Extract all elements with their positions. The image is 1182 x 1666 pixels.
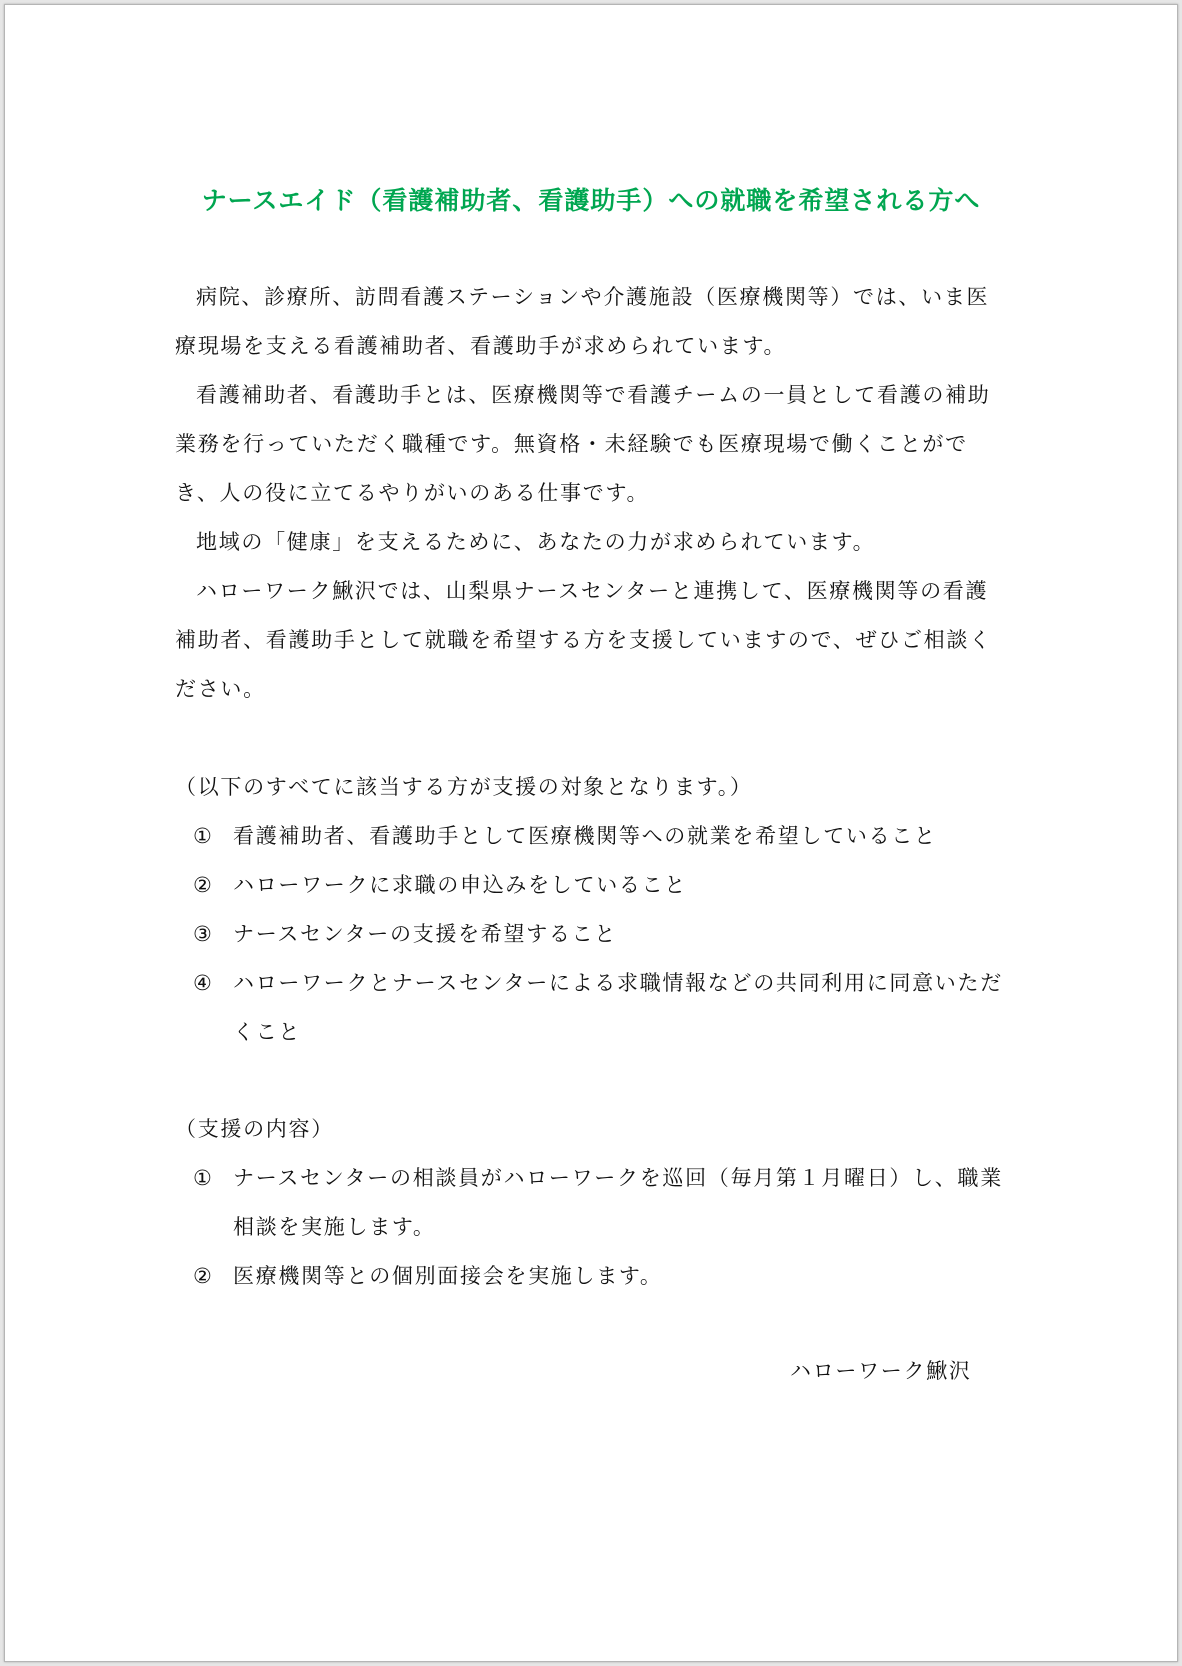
intro-text (175, 273, 1010, 714)
paragraph: 看護補助者、看護助手とは、医療機関等で看護チームの一員として看護の補助業務を行っていただく職種です。無資格・未経験でも医療現場で働くことができ、人の役に立てるやりがいのある仕事です。 (175, 383, 991, 505)
list-item (175, 812, 1025, 861)
eligibility-heading: （以下のすべてに該当する方が支援の対象となります。） (175, 775, 753, 799)
list-item (175, 959, 1025, 1057)
item-text: 医療機関等との個別面接会を実施します。 (233, 1264, 663, 1288)
item-text: ナースセンターの相談員がハローワークを巡回（毎月第１月曜日）し、職業相談を実施します。 (233, 1166, 1003, 1239)
item-number: ③ (193, 922, 214, 946)
support-list (175, 1154, 1025, 1301)
eligibility-section (175, 763, 1025, 1057)
item-number: ② (193, 1264, 214, 1288)
item-number: ④ (193, 971, 214, 995)
list-item (175, 910, 1025, 959)
item-text: ハローワークとナースセンターによる求職情報などの共同利用に同意いただくこと (233, 971, 1003, 1044)
support-section (175, 1105, 1025, 1301)
support-heading: （支援の内容） (175, 1117, 334, 1141)
item-text: ナースセンターの支援を希望すること (233, 922, 618, 946)
page-title: ナースエイド（看護補助者、看護助手）への就職を希望される方へ (201, 186, 981, 215)
item-number: ① (193, 1166, 214, 1190)
document-page (4, 4, 1178, 1662)
paragraph: 病院、診療所、訪問看護ステーションや介護施設（医療機関等）では、いま医療現場を支える看護補助者、看護助手が求められています。 (175, 285, 990, 358)
paragraph: ハローワーク鰍沢では、山梨県ナースセンターと連携して、医療機関等の看護補助者、看護助手として就職を希望する方を支援していますので、ぜひご相談ください。 (175, 579, 992, 701)
eligibility-list (175, 812, 1025, 1057)
signature: ハローワーク鰍沢 (790, 1359, 972, 1383)
list-item (175, 1252, 1025, 1301)
list-item (175, 1154, 1025, 1252)
item-number: ① (193, 824, 214, 848)
list-item (175, 861, 1025, 910)
item-text: ハローワークに求職の申込みをしていること (233, 873, 687, 897)
item-number: ② (193, 873, 214, 897)
item-text: 看護補助者、看護助手として医療機関等への就業を希望していること (233, 824, 937, 848)
paragraph: 地域の「健康」を支えるために、あなたの力が求められています。 (196, 530, 876, 554)
